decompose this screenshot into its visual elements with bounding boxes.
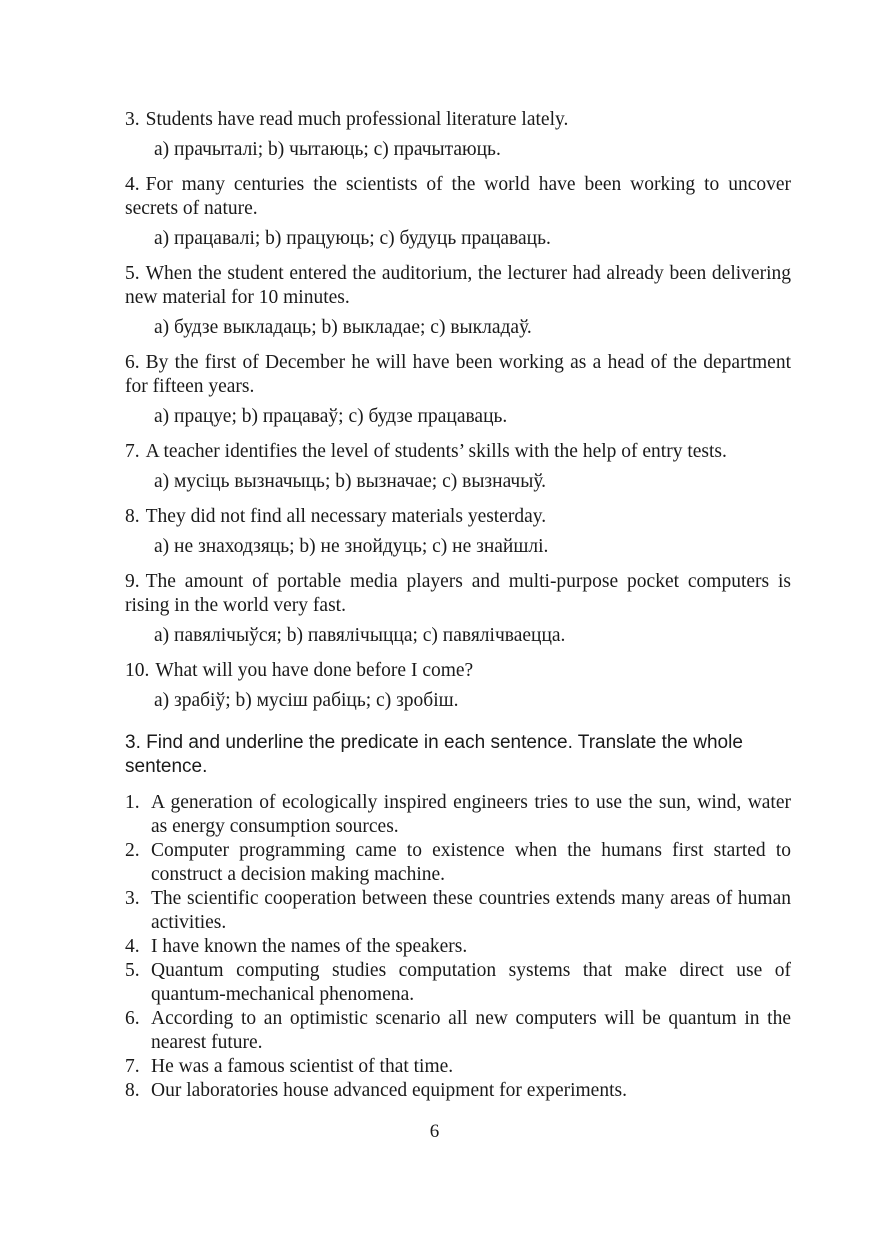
question-9 [125, 570, 791, 648]
question-number: 9. [125, 571, 140, 592]
question-10 [125, 659, 791, 713]
question-text: What will you have done before I come? [155, 660, 474, 681]
question-5 [125, 262, 791, 340]
question-options: a) павялічыўся; b) павялічыцца; c) павялічваецца. [154, 625, 566, 646]
list-item [125, 1007, 791, 1055]
sentence-number: 3. [125, 888, 140, 909]
question-text: For many centuries the scientists of the world have been working to uncover secrets of nature. [125, 174, 791, 219]
sentence-text: He was a famous scientist of that time. [151, 1056, 454, 1077]
question-8 [125, 505, 791, 559]
question-options: a) будзе выкладаць; b) выкладае; c) выкладаў. [154, 317, 532, 338]
sentence-text: According to an optimistic scenario all new computers will be quantum in the nearest future. [151, 1008, 791, 1053]
question-text: The amount of portable media players and multi-purpose pocket computers is rising in the world very fast. [125, 571, 791, 616]
sentence-number: 5. [125, 960, 140, 981]
question-number: 4. [125, 174, 140, 195]
page-number: 6 [429, 1121, 440, 1142]
list-item [125, 1079, 791, 1103]
question-options: a) працавалі; b) працуюць; c) будуць працаваць. [154, 228, 551, 249]
question-options: a) не знаходзяць; b) не знойдуць; c) не знайшлі. [154, 536, 549, 557]
page-content [125, 108, 791, 1103]
sentence-number: 7. [125, 1056, 140, 1077]
list-item [125, 959, 791, 1007]
sentence-text: I have known the names of the speakers. [151, 936, 468, 957]
list-item [125, 839, 791, 887]
sentence-number: 2. [125, 840, 140, 861]
sentence-text: Our laboratories house advanced equipment for experiments. [151, 1080, 627, 1101]
question-3 [125, 108, 791, 162]
question-text: By the first of December he will have been working as a head of the department for fifteen years. [125, 352, 791, 397]
list-item [125, 1055, 791, 1079]
list-item [125, 791, 791, 839]
question-text: When the student entered the auditorium, the lecturer had already been delivering new material for 10 minutes. [125, 263, 791, 308]
question-options: a) прачыталі; b) чытаюць; c) прачытаюць. [154, 139, 501, 160]
sentence-number: 1. [125, 792, 140, 813]
task-3-sentence-list [125, 791, 791, 1103]
question-options: a) мусіць вызначыць; b) вызначае; c) вызначыў. [154, 471, 547, 492]
question-text: A teacher identifies the level of students’ skills with the help of entry tests. [145, 441, 727, 462]
sentence-text: A generation of ecologically inspired engineers tries to use the sun, wind, water as energy consumption sources. [151, 792, 791, 837]
question-7 [125, 440, 791, 494]
sentence-number: 8. [125, 1080, 140, 1101]
question-options: a) працуе; b) працаваў; c) будзе працаваць. [154, 406, 508, 427]
question-text: They did not find all necessary materials yesterday. [145, 506, 547, 527]
question-4 [125, 173, 791, 251]
question-number: 3. [125, 109, 140, 130]
question-number: 7. [125, 441, 140, 462]
question-number: 6. [125, 352, 140, 373]
question-number: 5. [125, 263, 140, 284]
list-item [125, 887, 791, 935]
sentence-number: 6. [125, 1008, 140, 1029]
sentence-number: 4. [125, 936, 140, 957]
question-number: 10. [125, 660, 150, 681]
sentence-text: Quantum computing studies computation systems that make direct use of quantum-mechanical phenomena. [151, 960, 791, 1005]
sentence-text: Computer programming came to existence when the humans first started to construct a decision making machine. [151, 840, 791, 885]
question-6 [125, 351, 791, 429]
question-options: a) зрабіў; b) мусіш рабіць; c) зробіш. [154, 690, 459, 711]
question-text: Students have read much professional literature lately. [145, 109, 569, 130]
task-3-heading: 3. Find and underline the predicate in each sentence. Translate the whole sentence. [125, 732, 743, 777]
question-number: 8. [125, 506, 140, 527]
list-item [125, 935, 791, 959]
sentence-text: The scientific cooperation between these countries extends many areas of human activities. [151, 888, 791, 933]
